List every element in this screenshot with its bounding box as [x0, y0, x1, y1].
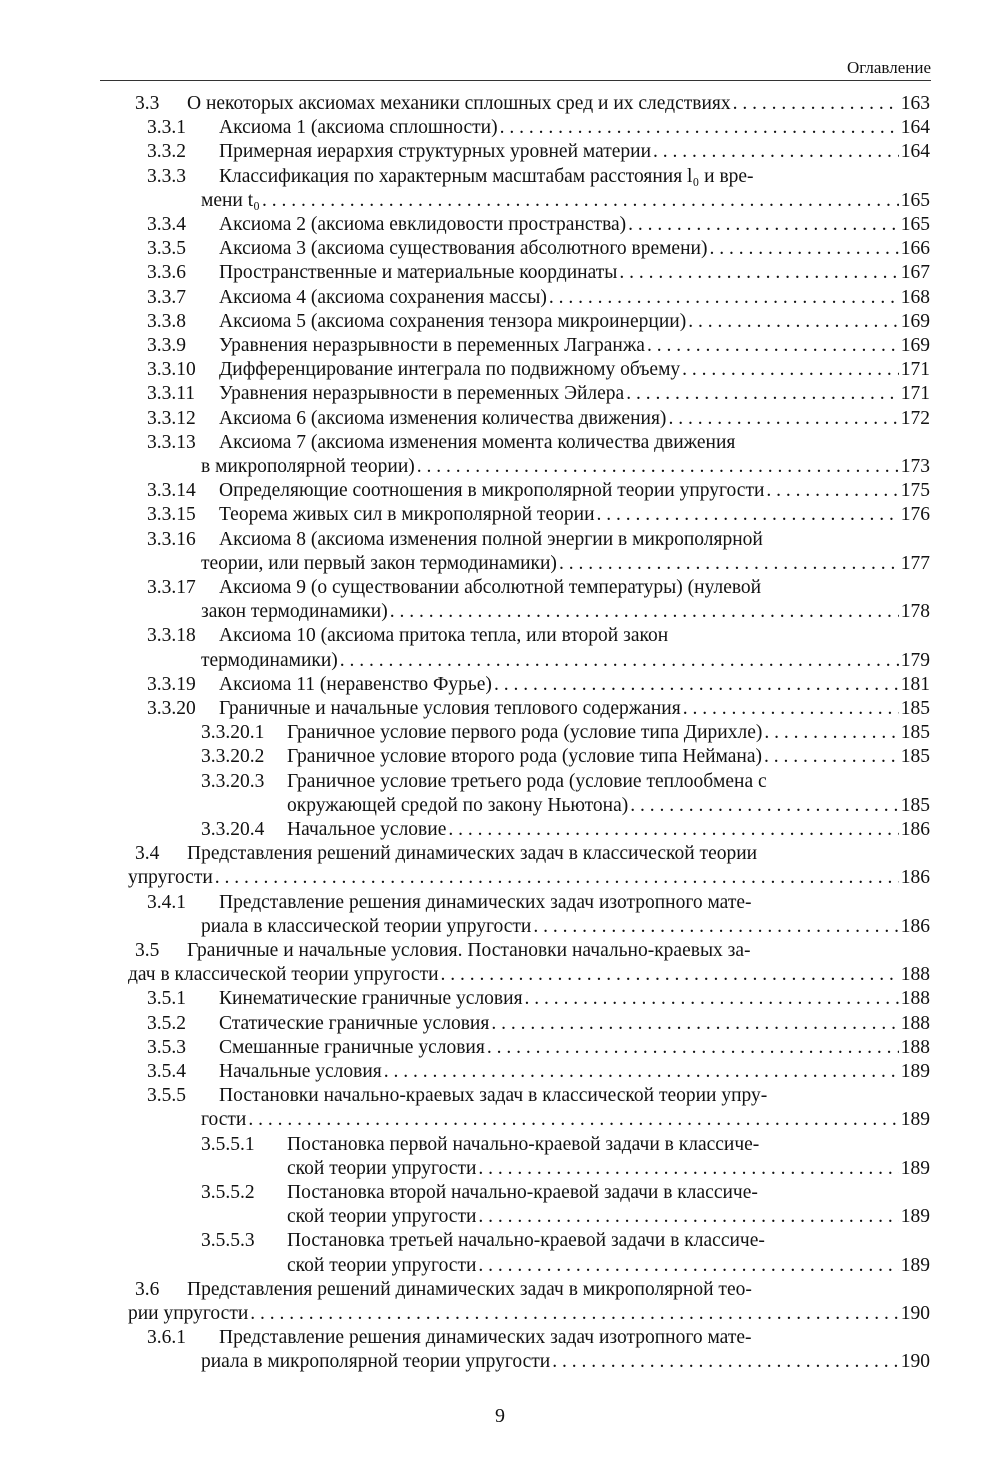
- section-title: Аксиома 1 (аксиома сплошности): [219, 117, 498, 139]
- page-ref[interactable]: 177: [900, 552, 930, 574]
- page-ref[interactable]: 188: [900, 988, 930, 1010]
- section-title: Постановки начально-краевых задач в классической теории упру-: [219, 1085, 768, 1107]
- toc-entry[interactable]: [0, 673, 1000, 697]
- section-number: 3.3.13: [147, 431, 196, 453]
- dot-leader: [733, 92, 899, 115]
- toc-entry[interactable]: [0, 1036, 1000, 1060]
- page-ref[interactable]: 185: [900, 794, 930, 816]
- section-title: Постановка первой начально-краевой задачи в классиче-: [287, 1133, 760, 1155]
- toc-entry[interactable]: [0, 165, 1000, 213]
- section-title: Аксиома 4 (аксиома сохранения массы): [219, 286, 547, 308]
- section-title: упругости: [128, 867, 213, 889]
- section-number: 3.3.20.2: [201, 746, 265, 768]
- page-ref[interactable]: 188: [900, 1012, 930, 1034]
- toc-entry[interactable]: [0, 140, 1000, 164]
- toc-entry[interactable]: [0, 576, 1000, 624]
- dot-leader: [709, 237, 898, 260]
- section-number: 3.3.12: [147, 407, 196, 429]
- toc-entry[interactable]: [0, 721, 1000, 745]
- dot-leader: [417, 455, 899, 478]
- section-number: 3.5.5.3: [201, 1230, 255, 1252]
- section-title: Аксиома 2 (аксиома евклидовости пространства): [219, 214, 627, 235]
- section-title: Уравнения неразрывности в переменных Лагранжа: [219, 335, 645, 356]
- section-number: 3.3.6: [147, 262, 186, 284]
- section-title: Граничное условие третьего рода (условие теплообмена с: [287, 770, 767, 792]
- toc-entry[interactable]: [0, 503, 1000, 527]
- section-title: Граничное условие первого рода (условие типа Дирихле): [287, 722, 763, 744]
- dot-leader: [630, 794, 898, 817]
- page-ref[interactable]: 189: [900, 1061, 930, 1082]
- section-title: дач в классической теории упругости: [128, 964, 439, 986]
- page-ref[interactable]: 175: [900, 480, 930, 502]
- section-title: теории, или первый закон термодинамики): [201, 552, 557, 574]
- dot-leader: [494, 673, 899, 696]
- dot-leader: [215, 866, 899, 889]
- dot-leader: [248, 1108, 898, 1131]
- section-number: 3.3.20.3: [201, 770, 265, 792]
- page-ref[interactable]: 186: [900, 867, 930, 889]
- toc-entry[interactable]: [0, 745, 1000, 769]
- page-ref[interactable]: 188: [900, 1036, 930, 1058]
- section-number: 3.3.16: [147, 528, 196, 550]
- dot-leader: [766, 479, 898, 502]
- toc-entry[interactable]: [0, 286, 1000, 310]
- page-ref[interactable]: 165: [900, 189, 930, 211]
- page-ref[interactable]: 185: [900, 746, 930, 768]
- dot-leader: [478, 1254, 898, 1277]
- dot-leader: [549, 286, 899, 309]
- section-title: ской теории упругости: [287, 1206, 477, 1228]
- section-title: Аксиома 6 (аксиома изменения количества движения): [219, 407, 667, 429]
- dot-leader: [384, 1060, 899, 1083]
- dot-leader: [682, 358, 899, 381]
- dot-leader: [688, 310, 899, 333]
- section-title: Аксиома 11 (неравенство Фурье): [219, 673, 492, 695]
- page-ref[interactable]: 171: [900, 383, 930, 405]
- section-number: 3.3.19: [147, 673, 196, 695]
- toc-entry[interactable]: [0, 310, 1000, 334]
- section-number: 3.3.8: [147, 310, 186, 332]
- dot-leader: [653, 140, 899, 163]
- section-title: Классификация по характерным масштабам расстояния l₀ и вре-: [219, 165, 754, 187]
- page-ref[interactable]: 185: [900, 722, 930, 744]
- section-number: 3.3.20: [147, 698, 196, 719]
- toc-entry[interactable]: [0, 116, 1000, 140]
- toc-entry[interactable]: [0, 1181, 1000, 1229]
- section-title: Граничные и начальные условия теплового содержания: [219, 698, 681, 719]
- toc-entry[interactable]: [0, 1133, 1000, 1181]
- toc-entry[interactable]: [0, 431, 1000, 479]
- section-number: 3.3.20.1: [201, 722, 265, 744]
- page-ref[interactable]: 181: [900, 673, 930, 695]
- dot-leader: [764, 745, 899, 768]
- page-ref[interactable]: 164: [900, 117, 930, 139]
- section-number: 3.3.15: [147, 504, 196, 526]
- page-ref[interactable]: 171: [900, 359, 930, 381]
- section-title: Аксиома 5 (аксиома сохранения тензора микроинерции): [219, 310, 687, 332]
- dot-leader: [487, 1036, 899, 1059]
- section-number: 3.3.4: [147, 214, 186, 235]
- section-title: Постановка третьей начально-краевой задачи в классиче-: [287, 1230, 765, 1252]
- page-ref[interactable]: 190: [900, 1302, 930, 1324]
- section-number: 3.5.5: [147, 1085, 186, 1107]
- section-number: 3.5: [135, 940, 160, 961]
- section-title: Представления решений динамических задач в микрополярной тео-: [187, 1278, 752, 1300]
- dot-leader: [552, 1350, 899, 1373]
- section-title: Начальное условие: [287, 819, 447, 840]
- section-number: 3.3.11: [147, 383, 196, 405]
- page-ref[interactable]: 189: [900, 1254, 930, 1276]
- section-number: 3.4: [135, 843, 160, 865]
- toc-entry[interactable]: [0, 1084, 1000, 1132]
- section-title: гости: [201, 1109, 247, 1131]
- dot-leader: [597, 503, 899, 526]
- section-number: 3.6.1: [147, 1327, 186, 1349]
- dot-leader: [647, 334, 899, 357]
- section-title: Представление решения динамических задач изотропного мате-: [219, 1327, 752, 1349]
- page-ref[interactable]: 167: [900, 262, 930, 284]
- section-number: 3.3.9: [147, 335, 186, 356]
- section-number: 3.3.3: [147, 165, 186, 187]
- section-number: 3.3.14: [147, 480, 196, 502]
- section-title: в микрополярной теории): [201, 455, 415, 477]
- toc-entry[interactable]: [0, 528, 1000, 576]
- section-number: 3.3.10: [147, 359, 196, 381]
- page-ref[interactable]: 190: [900, 1351, 930, 1373]
- dot-leader: [262, 189, 899, 212]
- toc-entry[interactable]: [0, 842, 1000, 890]
- page-ref[interactable]: 168: [900, 286, 930, 308]
- section-number: 3.6: [135, 1278, 160, 1300]
- section-title: Кинематические граничные условия: [219, 988, 523, 1010]
- page-ref[interactable]: 185: [900, 698, 930, 719]
- page-ref[interactable]: 165: [900, 214, 930, 235]
- section-title: Смешанные граничные условия: [219, 1036, 485, 1058]
- page-ref[interactable]: 188: [900, 964, 930, 986]
- toc-entry[interactable]: [0, 261, 1000, 285]
- dot-leader: [628, 213, 899, 236]
- toc-entry[interactable]: [0, 818, 1000, 842]
- page-ref[interactable]: 186: [900, 915, 930, 937]
- dot-leader: [668, 407, 898, 430]
- section-title: риала в классической теории упругости: [201, 915, 532, 937]
- section-title: Дифференцирование интеграла по подвижному объему: [219, 359, 681, 381]
- header-rule: [100, 80, 931, 81]
- dot-leader: [491, 1012, 898, 1035]
- section-title: Граничное условие второго рода (условие типа Неймана): [287, 746, 762, 768]
- page-ref[interactable]: 173: [900, 455, 930, 477]
- toc-entry[interactable]: [0, 1326, 1000, 1374]
- dot-leader: [533, 915, 898, 938]
- section-title: Граничные и начальные условия. Постановки начально-краевых за-: [187, 940, 751, 961]
- toc-entry[interactable]: [0, 987, 1000, 1011]
- toc-entry[interactable]: [0, 624, 1000, 672]
- dot-leader: [441, 963, 899, 986]
- toc-entry[interactable]: [0, 939, 1000, 987]
- dot-leader: [478, 1157, 898, 1180]
- section-title: Статические граничные условия: [219, 1012, 490, 1034]
- section-title: термодинамики): [201, 649, 338, 671]
- toc-entry[interactable]: [0, 334, 1000, 358]
- section-title: Примерная иерархия структурных уровней материи: [219, 141, 652, 163]
- page-ref[interactable]: 163: [900, 93, 930, 114]
- dot-leader: [250, 1302, 898, 1325]
- section-title: Представления решений динамических задач в классической теории: [187, 843, 758, 865]
- section-title: Определяющие соотношения в микрополярной теории упругости: [219, 480, 765, 502]
- section-title: ской теории упругости: [287, 1157, 477, 1179]
- section-title: Постановка второй начально-краевой задачи в классиче-: [287, 1182, 758, 1203]
- toc-entry[interactable]: [0, 1229, 1000, 1277]
- section-number: 3.5.3: [147, 1036, 186, 1058]
- page-ref[interactable]: 189: [900, 1157, 930, 1179]
- section-title: Аксиома 7 (аксиома изменения момента количества движения: [219, 431, 736, 453]
- dot-leader: [448, 818, 898, 841]
- toc-entry[interactable]: [0, 382, 1000, 406]
- page-ref[interactable]: 169: [900, 310, 930, 332]
- section-title: Аксиома 3 (аксиома существования абсолютного времени): [219, 238, 708, 260]
- section-number: 3.5.5.2: [201, 1182, 255, 1203]
- dot-leader: [764, 721, 898, 744]
- section-title: Начальные условия: [219, 1061, 382, 1082]
- page-ref[interactable]: 186: [900, 819, 930, 840]
- section-title: ской теории упругости: [287, 1254, 477, 1276]
- section-number: 3.3.5: [147, 238, 186, 260]
- toc-entry[interactable]: [0, 237, 1000, 261]
- running-header: Оглавление: [847, 58, 931, 77]
- dot-leader: [525, 987, 899, 1010]
- section-number: 3.4.1: [147, 891, 186, 913]
- toc-entry[interactable]: [0, 1012, 1000, 1036]
- dot-leader: [500, 116, 899, 139]
- section-number: 3.5.5.1: [201, 1133, 255, 1155]
- toc-entry[interactable]: [0, 479, 1000, 503]
- page-ref[interactable]: 164: [900, 141, 930, 163]
- page-ref[interactable]: 169: [900, 335, 930, 356]
- page-ref[interactable]: 179: [900, 649, 930, 671]
- section-title: Уравнения неразрывности в переменных Эйлера: [219, 383, 625, 405]
- toc-entry[interactable]: [0, 891, 1000, 939]
- section-title: Теорема живых сил в микрополярной теории: [219, 504, 595, 526]
- section-title: Пространственные и материальные координаты: [219, 262, 618, 284]
- section-number: 3.3: [135, 93, 160, 114]
- toc-entry[interactable]: [0, 213, 1000, 237]
- dot-leader: [559, 552, 899, 575]
- section-number: 3.3.2: [147, 141, 186, 163]
- section-title: рии упругости: [128, 1302, 249, 1324]
- section-title: риала в микрополярной теории упругости: [201, 1351, 551, 1373]
- section-title: Аксиома 8 (аксиома изменения полной энергии в микрополярной: [219, 528, 763, 550]
- section-number: 3.3.1: [147, 117, 186, 139]
- dot-leader: [478, 1205, 898, 1228]
- page-ref[interactable]: 172: [900, 407, 930, 429]
- section-title: Аксиома 10 (аксиома притока тепла, или второй закон: [219, 625, 669, 647]
- section-number: 3.5.2: [147, 1012, 186, 1034]
- toc-entry[interactable]: [0, 1060, 1000, 1084]
- section-title: Представление решения динамических задач изотропного мате-: [219, 891, 752, 913]
- page-ref[interactable]: 189: [900, 1109, 930, 1131]
- toc-entry[interactable]: [0, 1278, 1000, 1326]
- toc-entry[interactable]: [0, 770, 1000, 818]
- section-number: 3.3.17: [147, 577, 196, 598]
- section-title: О некоторых аксиомах механики сплошных сред и их следствиях: [187, 93, 731, 114]
- dot-leader: [626, 382, 899, 405]
- page-ref[interactable]: 189: [900, 1206, 930, 1228]
- section-number: 3.5.4: [147, 1061, 186, 1082]
- section-number: 3.5.1: [147, 988, 186, 1010]
- section-number: 3.3.20.4: [201, 819, 265, 840]
- dot-leader: [619, 261, 898, 284]
- page-ref[interactable]: 178: [900, 601, 930, 623]
- toc-entry[interactable]: [0, 358, 1000, 382]
- section-number: 3.3.7: [147, 286, 186, 308]
- section-number: 3.3.18: [147, 625, 196, 647]
- dot-leader: [340, 649, 899, 672]
- page-ref[interactable]: 176: [900, 504, 930, 526]
- section-title: Аксиома 9 (о существовании абсолютной температуры) (нулевой: [219, 577, 762, 598]
- dot-leader: [390, 600, 899, 623]
- toc-entry[interactable]: [0, 697, 1000, 721]
- toc-entry[interactable]: [0, 407, 1000, 431]
- section-title: мени t₀: [201, 189, 260, 211]
- page-ref[interactable]: 166: [900, 238, 930, 260]
- section-title: окружающей средой по закону Ньютона): [287, 794, 629, 816]
- dot-leader: [683, 697, 899, 720]
- page-number: 9: [495, 1405, 505, 1427]
- section-title: закон термодинамики): [201, 601, 388, 623]
- toc-entry[interactable]: [0, 92, 1000, 116]
